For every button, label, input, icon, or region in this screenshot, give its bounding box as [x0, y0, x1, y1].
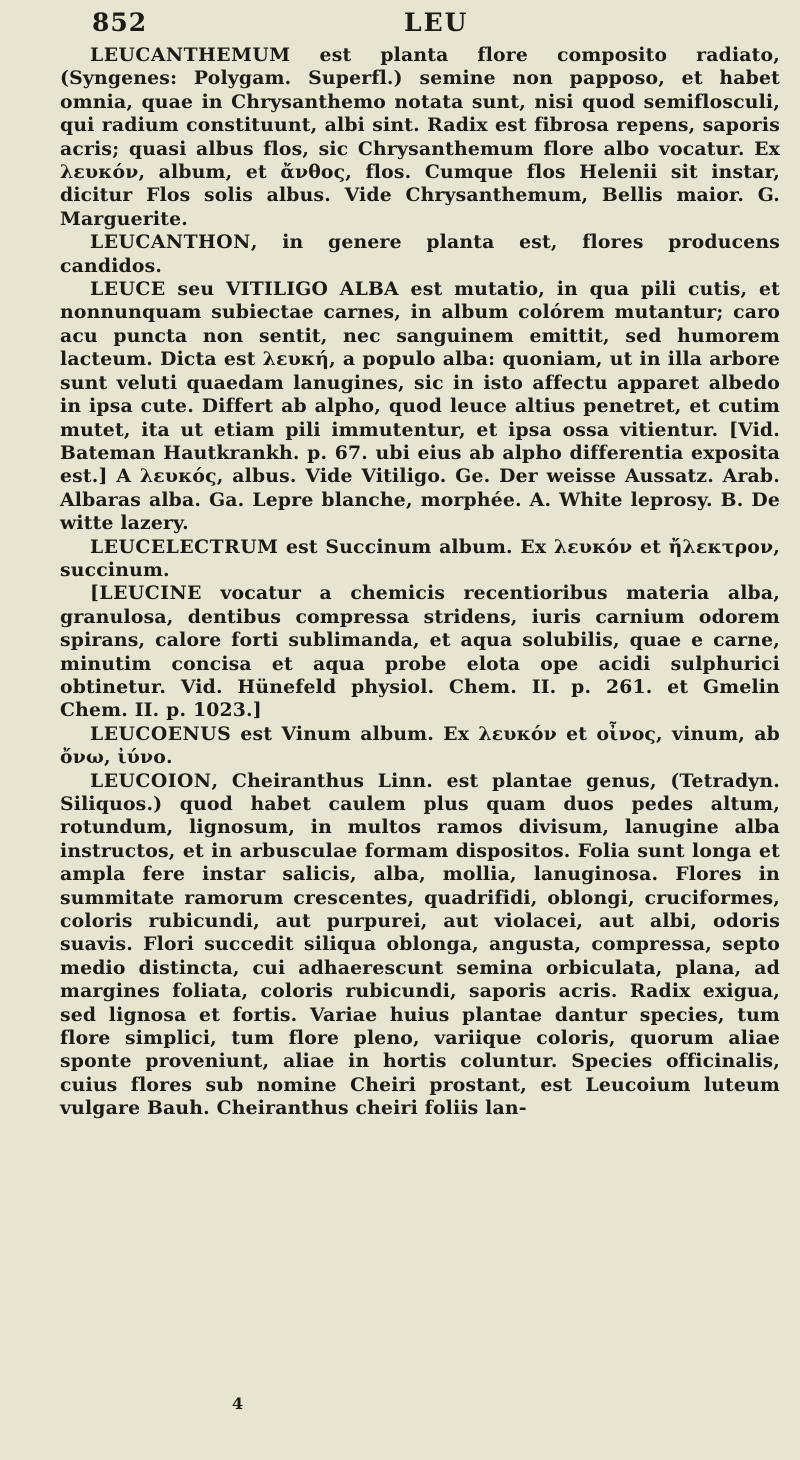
entry-leucanthon [60, 231, 780, 278]
entry-leuce [60, 278, 780, 535]
entry-text: vocatur a chemicis recentioribus materia alba, granulosa, dentibus compressa stridens, iuris carnium odorem spirans, calore forti sublimanda, et aqua solubilis, quae e carne, minutim concisa et aqua probe elota ope acidi sulphurici obtinetur. Vid. Hünefeld physiol. Chem. II. p. 261. et Gmelin Chem. II. p. 1023.] [60, 582, 780, 722]
entry-text: est Vinum album. Ex λευκόν et οἶνος, vinum, ab ὄνω, ἰύνο. [60, 722, 780, 769]
entry-leucanthemum [60, 44, 780, 231]
entry-text: seu VITILIGO ALBA est mutatio, in qua pili cutis, et nonnunquam subiectae carnes, in album colórem mutantur; caro acu puncta non sentit, nec sanguinem emittit, sed humorem lacteum. Dicta est λευκή, a populo alba: quoniam, ut in illa arbore sunt veluti quaedam lanugines, sic in isto affectu apparet albedo in ipsa cute. Differt ab alpho, quod leuce altius penetret, et cutim mutet, ita ut etiam pili immutentur, et ipsa ossa vitientur. [Vid. Bateman Hautkrankh. p. 67. ubi eius ab alpho differentia exposita est.] A λευκός, albus. Vide Vitiligo. Ge. Der weisse Aussatz. Arab. Albaras alba. Ga. Lepre blanche, morphée. A. White leprosy. B. De witte lazery. [60, 278, 780, 535]
entry-leucelectrum [60, 536, 780, 583]
entry-leucoenus [60, 723, 780, 770]
entry-leucine [60, 582, 780, 722]
entry-text: est planta flore composito radiato, (Syngenes: Polygam. Superfl.) semine non papposo, et habet omnia, quae in Chrysanthemo notata sunt, nisi quod semiflosculi, qui radium constituunt, albi sint. Radix est fibrosa repens, saporis acris; quasi albus flos, sic Chrysanthemum flore albo vocatur. Ex λευκόν, album, et ἄνθος, flos. Cumque flos Helenii sit instar, dicitur Flos solis albus. Vide Chrysanthemum, Bellis maior. G. Marguerite. [60, 44, 780, 230]
entry-text: est Succinum album. Ex λευκόν et ἤλεκτρον, succinum. [60, 535, 780, 581]
entry-lemma: LEUCANTHEMUM [90, 44, 291, 66]
signature-mark: 4 [232, 1394, 244, 1413]
running-head: LEU [404, 8, 469, 37]
entry-lemma: LEUCE [90, 278, 166, 301]
entry-text: , Cheiranthus Linn. est plantae genus, (Tetradyn. Siliquos.) quod habet caulem plus quam duos pedes altum, rotundum, lignosum, in multos ramos divisum, lanugine alba instructos, et in arbusculae formam dispositos. Folia sunt longa et ampla fere instar salicis, alba, mollia, lanuginosa. Flores in summitate ramorum crescentes, quadrifidi, oblongi, cruciformes, coloris rubicundi, aut purpurei, aut violacei, aut albi, odoris suavis. Flori succedit siliqua oblonga, angusta, compressa, septo medio distincta, cui adhaerescunt semina orbiculata, plana, ad margines foliata, coloris rubicundi, saporis acris. Radix exigua, sed lignosa et fortis. Variae huius plantae dantur species, tum flore simplici, tum flore pleno, variique coloris, quorum aliae sponte proveniunt, aliae in hortis coluntur. Species officinalis, cuius flores sub nomine Cheiri prostant, est Leucoium luteum vulgare Bauh. Cheiranthus cheiri foliis lan- [60, 769, 780, 1120]
entry-lemma: LEUCOION [90, 769, 212, 792]
entry-text: , in genere planta est, flores producens candidos. [60, 231, 780, 277]
page-header [92, 6, 732, 46]
entry-lemma: LEUCANTHON [90, 231, 251, 254]
entry-lemma: [LEUCINE [90, 582, 203, 605]
entry-lemma: LEUCOENUS [90, 722, 232, 745]
page-number: 852 [92, 8, 148, 37]
entry-leucoion [60, 770, 780, 1121]
text-body [60, 44, 780, 1121]
entry-lemma: LEUCELECTRUM [90, 535, 279, 558]
